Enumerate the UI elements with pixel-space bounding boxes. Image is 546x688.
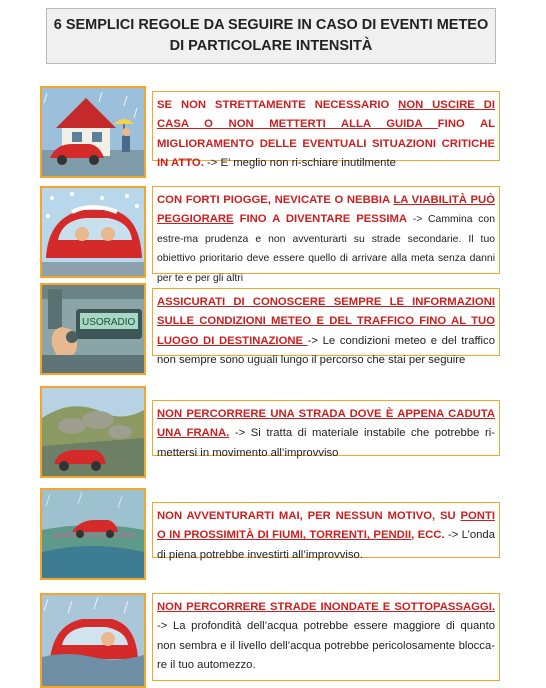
house-rain-car-icon (40, 86, 146, 178)
rule-3-highlight: ASSICURATI DI CONOSCERE SEMPRE LE INFORMAZIONI SULLE CONDIZIONI METEO E DEL TRAFFICO FINO AL TUO LUOGO DI DESTINAZIONE (157, 296, 495, 347)
rule-6-highlight: NON PERCORRERE STRADE INONDATE E SOTTOPASSAGGI. (157, 601, 495, 613)
flooded-car-icon (40, 593, 146, 688)
rule-6-note: -> La profondità dell’acqua potrebbe essere maggiore di quanto non sembra e il livello dell’acqua potrebbe pericolosamente blocca-re il tuo automezzo. (157, 620, 495, 672)
rule-1-note: -> E’ meglio non ri-schiare inutilmente (203, 157, 396, 170)
rule-2-highlight: LA VIABILITÀ PUÒ PEGGIORARE (157, 194, 496, 226)
bridge-river-car-icon (40, 488, 146, 580)
radio-display-text: USORADIO (82, 317, 136, 328)
title-line-2: DI PARTICOLARE INTENSITÀ (169, 38, 373, 54)
rule-5-note: -> L’onda di piena potrebbe investirti all’improvviso. (157, 529, 495, 561)
title-line-1: 6 SEMPLICI REGOLE DA SEGUIRE IN CASO DI EVENTI METEO (53, 17, 489, 33)
rule-1-tail: FINO AL MIGLIORAMENTO DELLE EVENTUALI SITUAZIONI CRITICHE IN ATTO. (157, 118, 495, 170)
rule-4-text (152, 400, 500, 459)
rule-4-note: -> Si tratta di materiale instabile che potrebbe ri-mettersi in movimento all’improvviso (157, 427, 495, 459)
rule-1-lead: SE NON STRETTAMENTE NECESSARIO (157, 99, 399, 111)
rule-5-lead: NON AVVENTURARTI MAI, PER NESSUN MOTIVO, SU (157, 510, 461, 522)
car-radio-icon (40, 283, 146, 375)
rule-4-highlight: NON PERCORRERE UNA STRADA DOVE È APPENA CADUTA UNA FRANA. (157, 408, 495, 440)
rule-1-highlight: NON USCIRE DI CASA O NON METTERTI ALLA GUIDA (157, 99, 495, 131)
landslide-car-icon (40, 386, 146, 478)
rule-1-text (152, 91, 500, 170)
rule-2-note: -> Cammina con estre-ma prudenza e non avventurarti su strade secondarie. Il tuo obiettivo prioritario deve essere quello di arrivare alla meta senza danni per te e per gli altri (157, 214, 495, 284)
rule-3-text (152, 288, 500, 367)
rule-5-tail: , ECC. (411, 529, 445, 542)
car-snow-icon (40, 186, 146, 278)
rule-6-text (152, 593, 500, 681)
page-title (46, 8, 496, 64)
rule-5-highlight: PONTI O IN PROSSIMITÀ DI FIUMI, TORRENTI, PENDII (157, 510, 495, 542)
rule-2-text (152, 186, 500, 284)
rule-3-note: -> Le condizioni meteo e del traffico non sempre sono uguali lungo il percorso che stai per seguire (157, 334, 495, 367)
rule-2-tail: FINO A DIVENTARE PESSIMA (233, 213, 408, 226)
rule-5-text (152, 502, 500, 561)
rule-2-lead: CON FORTI PIOGGE, NEVICATE O NEBBIA (157, 194, 394, 206)
